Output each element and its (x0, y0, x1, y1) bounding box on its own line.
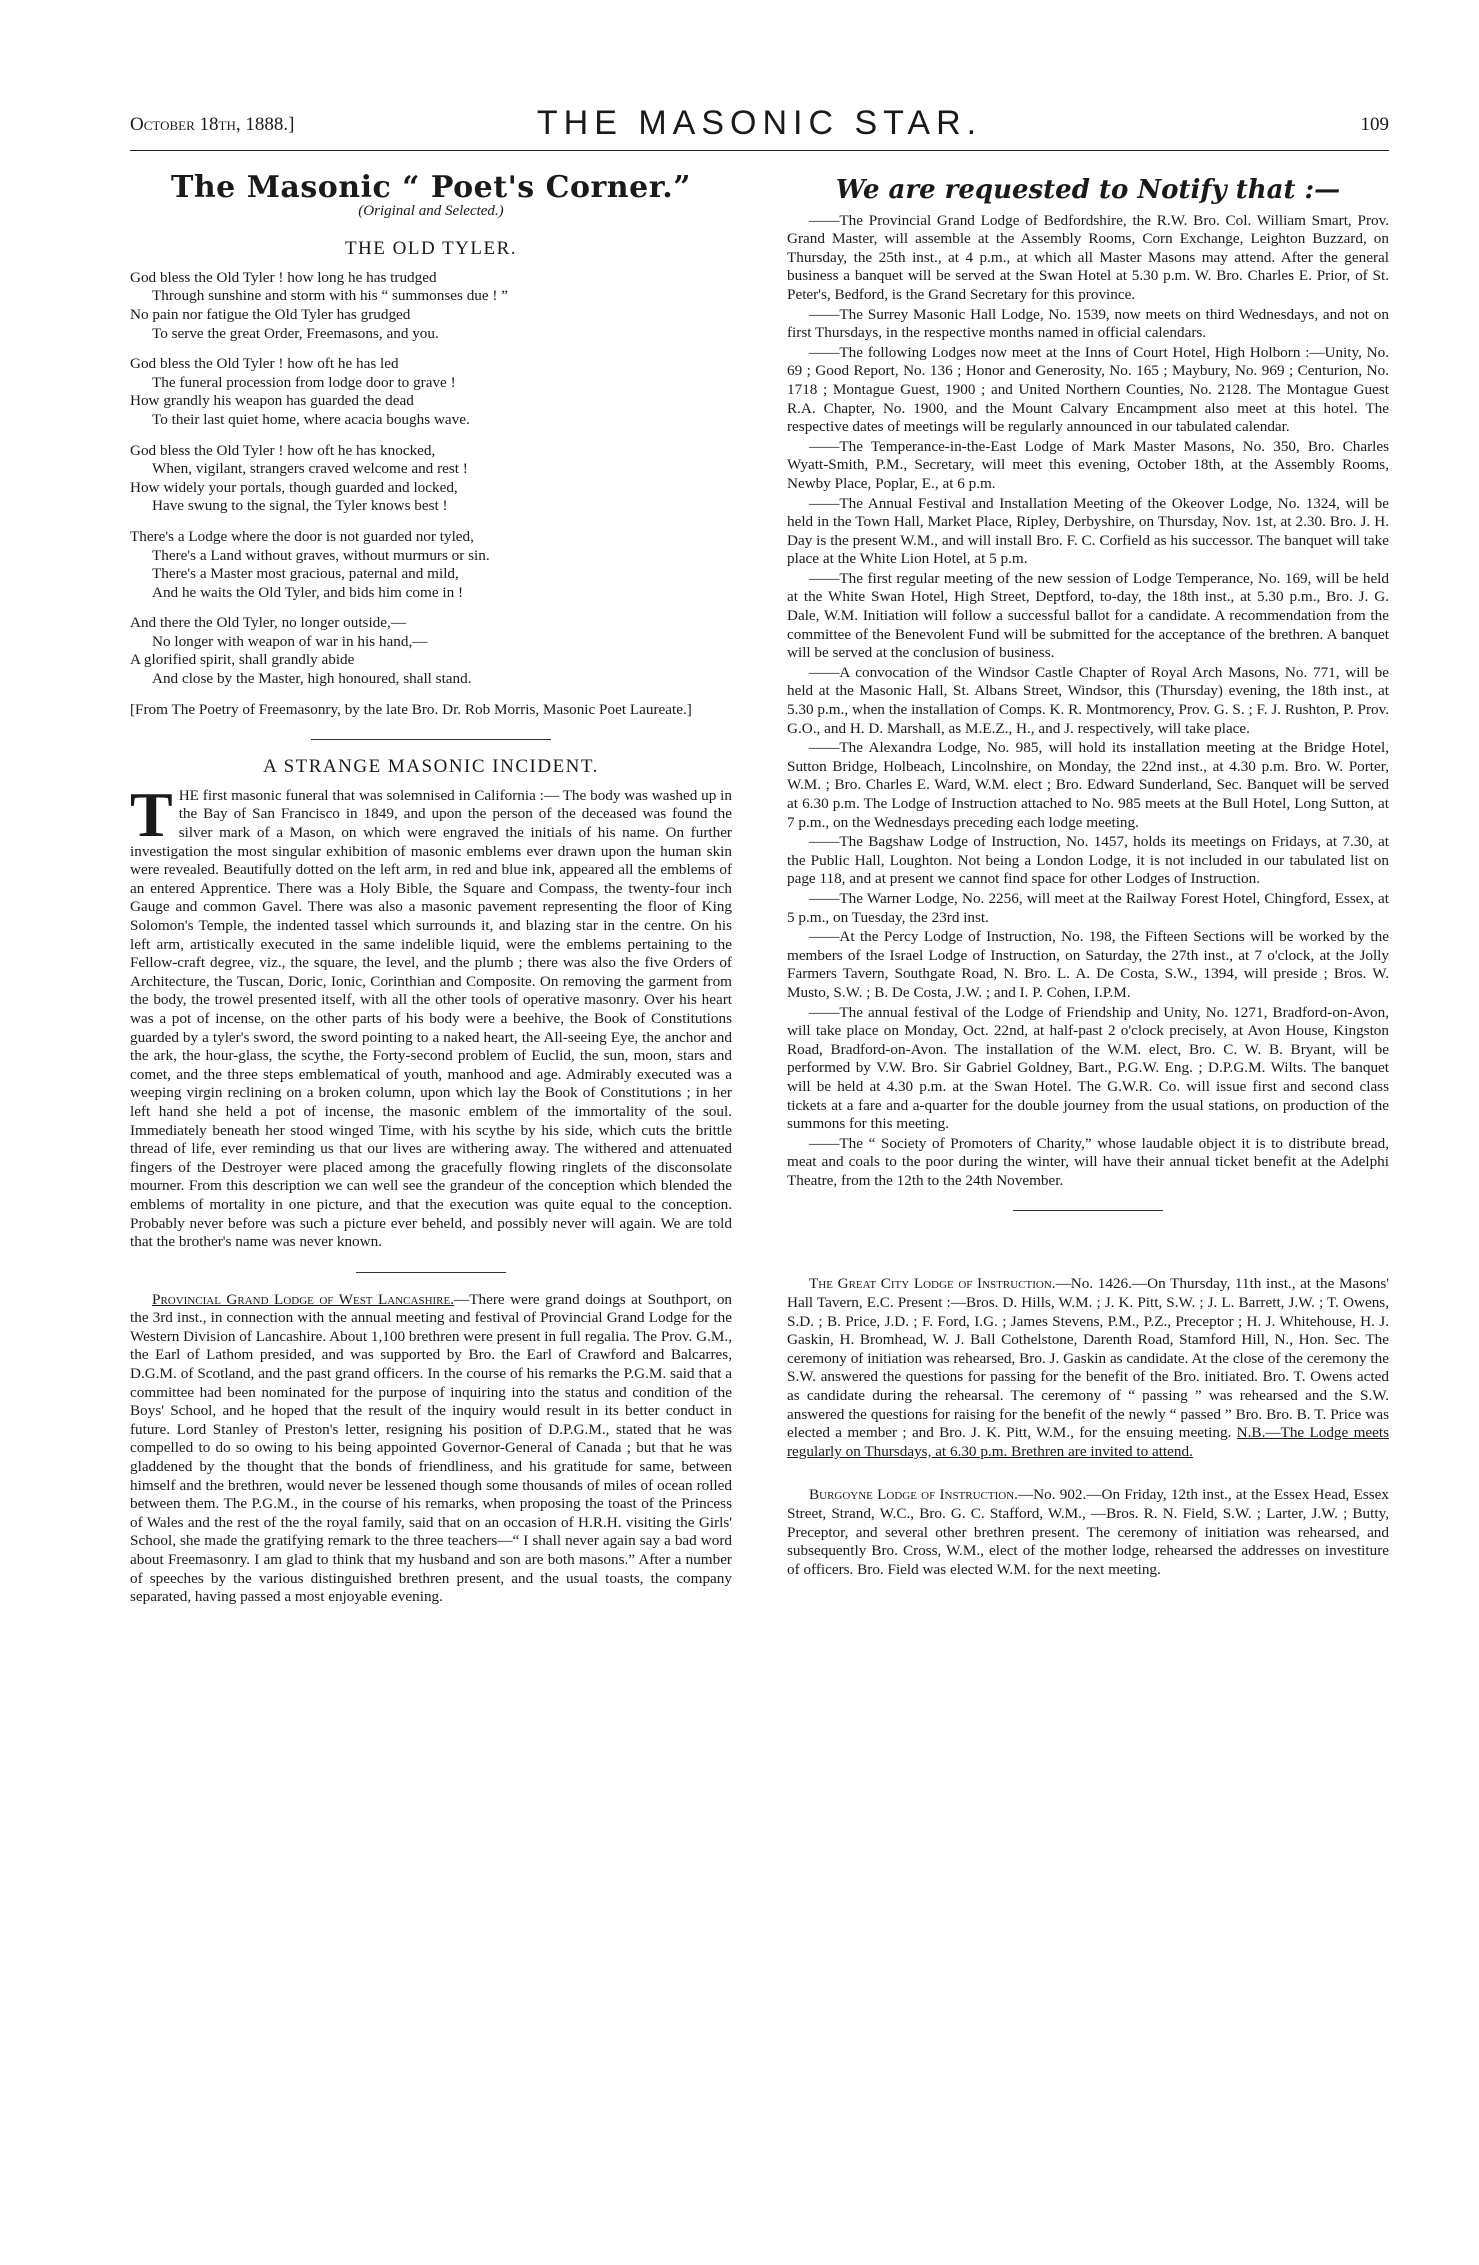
poem-stanza (130, 442, 732, 516)
notice-item: —— The Temperance-in-the-East Lodge of Mark Master Masons, No. 350, Bro. Charles Wyatt-Smith, P.M., Secretary, will meet this evening, October 18th, at the Assembly Rooms, Newby Place, Poplar, E., at 6 p.m. (787, 438, 1389, 494)
great-city-lodge-report (787, 1275, 1389, 1461)
newspaper-title: THE MASONIC STAR. (536, 104, 983, 142)
article-body (130, 778, 732, 1252)
poem-line: How widely your portals, though guarded and locked, (130, 478, 458, 496)
pgl-report (130, 1291, 732, 1607)
poem-line: God bless the Old Tyler ! how oft he has knocked, (130, 441, 436, 459)
notice-item: —— The Surrey Masonic Hall Lodge, No. 1539, now meets on third Wednesdays, and not on first Thursdays, in the respective months named in official calendars. (787, 306, 1389, 343)
poem-line: How grandly his weapon has guarded the dead (130, 392, 414, 410)
poem-line: God bless the Old Tyler ! how long he has trudged (130, 268, 437, 286)
notice-item: —— The “ Society of Promoters of Charity,” whose laudable object it is to distribute bread, meat and coals to the poor during the winter, will have their annual ticket benefit at the Adelphi Theatre, from the 12th to the 24th November. (787, 1135, 1389, 1191)
poem-stanza (130, 614, 732, 688)
poem-line: Through sunshine and storm with his “ summonses due ! ” (152, 287, 509, 305)
poem-line: There's a Lodge where the door is not guarded nor tyled, (130, 527, 474, 545)
poem-attribution: [From The Poetry of Freemasonry, by the late Bro. Dr. Rob Morris, Masonic Poet Laureate.] (130, 700, 692, 718)
poem-line: No longer with weapon of war in his hand,— (152, 632, 428, 650)
poem-line: To their last quiet home, where acacia boughs wave. (152, 410, 470, 428)
great-city-lodge-title: The Great City Lodge of Instruction. (809, 1275, 1056, 1293)
pgl-report-title: Provincial Grand Lodge of West Lancashire. (152, 1290, 455, 1308)
poem-line: And there the Old Tyler, no longer outside,— (130, 614, 407, 632)
notice-item: —— The Annual Festival and Installation Meeting of the Okeover Lodge, No. 1324, will be held in the Town Hall, Market Place, Ripley, Derbyshire, on Thursday, Nov. 1st, at 2.30. Bro. J. H. Day is the present W.M., and will install Bro. F. C. Corfield as his successor. The banquet will take place at the White Lion Hotel, at 5 p.m. (787, 495, 1389, 569)
poem-line: Have swung to the signal, the Tyler knows best ! (152, 497, 448, 515)
poem-title: THE OLD TYLER. (344, 238, 518, 260)
poem-line: When, vigilant, strangers craved welcome and rest ! (152, 460, 468, 478)
notice-item: —— A convocation of the Windsor Castle Chapter of Royal Arch Masons, No. 771, will be held at the Masonic Hall, St. Albans Street, Windsor, this (Thursday) evening, the 18th inst., at 5.30 p.m., when the installation of Comps. K. R. Montmorency, Prov. G. S. ; F. J. Rushton, P. Prov. G.O., and H. D. Marshall, as M.E.Z., H., and J. respectively, will take place. (787, 664, 1389, 738)
notice-item: —— The following Lodges now meet at the Inns of Court Hotel, High Holborn :—Unity, No. 69 ; Good Report, No. 136 ; Honor and Generosity, No. 165 ; Maybury, No. 969 ; Centurion, No. 1718 ; Montague Guest, 1900 ; and United Northern Counties, No. 2128. The Montague Guest R.A. Chapter, No. 1900, and the Mount Calvary Encampment also meet at this hotel. The respective dates of meetings will be regularly announced in our tabulated calendar. (787, 344, 1389, 437)
article-drop-cap: T (130, 778, 173, 850)
poem-line: And he waits the Old Tyler, and bids him come in ! (152, 583, 464, 601)
article-text: HE first masonic funeral that was solemnised in California :— The body was washed up in the Bay of San Francisco in 1849, and upon the person of the deceased was found the silver mark of a Mason, on which were engraved the initials of his name. On further investigation the most singular exhibition of masonic emblems ever drawn upon the human skin were revealed. Beautifully dotted on the left arm, in red and blue ink, appeared all the emblems of an entered Apprentice. There was a Holy Bible, the Square and Compass, the twenty-four inch Gauge and common Gavel. There was also a masonic pavement representing the floor of King Solomon's Temple, the indented tassel which surrounds it, and blazing star in the centre. On his left arm, artistically executed in the same indelible liquid, were the emblems pertaining to the Fellow-craft degree, viz., the square, the level, and the plumb ; there was also the five Orders of Architecture, the Tuscan, Doric, Ionic, Corinthian and Composite. On removing the garment from the body, the trowel presented itself, with all the other tools of operative masonry. Over his heart was a pot of incense, on the other parts of his body were a beehive, the Book of Constitutions guarded by a tyler's sword, the sword pointing to a naked heart, the All-seeing Eye, the anchor and the ark, the hour-glass, the scythe, the Forty-second problem of Euclid, the sun, moon, stars and comet, and the three steps emblematical of youth, manhood and age. Admirably executed was a weeping virgin reclining on a broken column, upon which lay the Book of Constitutions ; in her left hand she held a pot of incense, the masonic emblem of the immortality of the soul. Immediately beneath her stood winged Time, with his scythe by his side, which cuts the brittle thread of life, ever reminding us that our lives are withering away. The withered and attenuated fingers of the Destroyer were placed among the gracefully flowing ringlets of the disconsolate mourner. From this description we can well see the grandeur of the conception which blended the emblems of mortality in one picture, and that the execution was quite equal to the conception. Probably never before was such a picture ever beheld, and possibly never will again. We are told that the brother's name was never known. (130, 786, 732, 1251)
poem-line: God bless the Old Tyler ! how oft he has led (130, 355, 399, 373)
section-divider (356, 1272, 506, 1273)
great-city-lodge-note: N.B.—The Lodge meets regularly on Thursdays, at 6.30 p.m. Brethren are invited to attend. (787, 1424, 1389, 1460)
poets-corner-title: The Masonic “ Poet's Corner.” (171, 170, 691, 205)
poem-line: There's a Land without graves, without murmurs or sin. (152, 546, 490, 564)
poets-corner-subtitle: (Original and Selected.) (358, 202, 504, 219)
poem-line: The funeral procession from lodge door to grave ! (152, 373, 456, 391)
notice-item: —— The Bagshaw Lodge of Instruction, No. 1457, holds its meetings on Fridays, at 7.30, at the Public Hall, Loughton. Not being a London Lodge, it is not included in our tabulated list on page 118, and at present we cannot find space for other Lodges of Instruction. (787, 833, 1389, 889)
poem-line: And close by the Master, high honoured, shall stand. (152, 670, 472, 688)
left-column (130, 170, 733, 1608)
notice-item: —— The Warner Lodge, No. 2256, will meet at the Railway Forest Hotel, Chingford, Essex, at 5 p.m., on Tuesday, the 23rd inst. (787, 890, 1389, 927)
pgl-report-text: —There were grand doings at Southport, on the 3rd inst., in connection with the annual meeting and festival of Provincial Grand Lodge for the Western Division of Lancashire. About 1,100 brethren were present in full regalia. The Prov. G.M., the Earl of Lathom presided, and was supported by Bro. the Earl of Crawford and Balcarres, D.G.M. of Scotland, and the past grand officers. In the course of his remarks the P.G.M. said that a committee had been nominated for the purpose of inquiring into the status and condition of the Boys' School, and he hoped that the result of the inquiry would result in its better conduct in future. Lord Stanley of Preston's letter, resigning his position of D.P.G.M., stated that he was compelled to do so owing to his being appointed Governor-General of Canada ; but that he was gladdened by the thought that the bonds of friendliness, and his gratitude for same, between himself and the brethren, would never be lessened though some thousands of miles of ocean rolled between them. The P.G.M., in the course of his remarks, when proposing the toast of the Princess of Wales and the rest of the the royal family, said that on an occasion of H.R.H. visiting the Girls' School, she made the gratifying remark to the three teachers—“ I shall never again say a bad word about Freemasonry. I am glad to think that my husband and son are both masons.” After a number of speeches by the various distinguished brethren present, and the usual toasts, the company separated, having passed a most enjoyable evening. (130, 1290, 733, 1606)
poem-stanza (130, 355, 732, 429)
poem-stanza (130, 269, 732, 343)
masthead (130, 90, 1389, 151)
page-number: 109 (1360, 114, 1389, 135)
burgoyne-lodge-text: —No. 902.—On Friday, 12th inst., at the Essex Head, Essex Street, Strand, W.C., Bro. G. C. Stafford, W.M., —Bros. R. N. Field, S.W. ; Larter, J.W. ; Butty, Preceptor, and several other brethren present. The ceremony of initiation was rehearsed, and subsequently Bro. Cross, W.M., elect of the mother lodge, rehearsed the addresses on investiture of officers. Bro. Field was elected W.M. for the next meeting. (787, 1486, 1389, 1578)
notice-item: —— The first regular meeting of the new session of Lodge Temperance, No. 169, will be held at the White Swan Hotel, High Street, Deptford, to-day, the 18th inst., at 5.30 p.m., Bro. J. G. Dale, W.M. Initiation will follow a successful ballot for a candidate. A recommendation from the committee of the Benevolent Fund will be submitted for the acceptance of the brethren. A banquet will be served at the conclusion of business. (787, 570, 1389, 663)
poem-line: There's a Master most gracious, paternal and mild, (152, 565, 459, 583)
notice-item: —— The Alexandra Lodge, No. 985, will hold its installation meeting at the Bridge Hotel, Sutton Bridge, Holbeach, Lincolnshire, on Monday, the 22nd inst., at 4.30 p.m. Bro. W. Porter, W.M. ; Bro. Charles E. Ward, W.M. elect ; Bro. Edward Sunderland, Sec. Banquet will be served at 6.30 p.m. The Lodge of Instruction attached to No. 985 meets at the Bull Hotel, Long Sutton, at 7 p.m., on the Wednesdays preceding each lodge meeting. (787, 739, 1389, 832)
notice-item: —— The Provincial Grand Lodge of Bedfordshire, the R.W. Bro. Col. William Smart, Prov. Grand Master, will assemble at the Assembly Rooms, Corn Exchange, Leighton Buzzard, on Thursday, the 25th inst., at 4 p.m., at which all Master Masons may attend. After the general business a banquet will be served at the Swan Hotel at 5.30 p.m. W. Bro. Charles E. Prior, of St. Peter's, Bedford, is the Grand Secretary for this province. (787, 212, 1389, 305)
burgoyne-lodge-report (787, 1486, 1389, 1579)
right-column (787, 173, 1389, 1608)
notices-title: We are requested to Notify that :— (835, 175, 1341, 205)
great-city-lodge-text: —No. 1426.—On Thursday, 11th inst., at the Masons' Hall Tavern, E.C. Present :—Bros. D. Hills, W.M. ; J. K. Pitt, S.W. ; J. L. Barrett, J.W. ; T. Owens, S.D. ; B. Price, J.D. ; F. Ford, I.G. ; James Stevens, P.M., P.Z., Preceptor ; H. J. Whitehouse, H. J. Gaskin, H. Bromhead, W. J. Ball Cothelstone, Darenth Road, Stamford Hill, N., Hon. Sec. The ceremony of initiation was rehearsed, Bro. J. Gaskin as candidate. At the close of the ceremony the S.W. answered the questions for passing for the benefit of the Bro. initiated. Bro. T. Owens acted as candidate during the rehearsal. The ceremony of “ passing ” was rehearsed and the S.W. answered the questions for raising for the benefit of the newly “ passed ” Bro. Bro. B. T. Price was elected a member ; and Bro. J. K. Pitt, W.M., for the ensuing meeting. (787, 1275, 1389, 1442)
poem-stanza (130, 528, 732, 602)
columns (130, 170, 1389, 1608)
poem (130, 269, 732, 719)
section-divider (311, 739, 551, 740)
poem-line: A glorified spirit, shall grandly abide (130, 651, 355, 669)
notice-item: —— The annual festival of the Lodge of Friendship and Unity, No. 1271, Bradford-on-Avon, will take place on Monday, Oct. 22nd, at half-past 2 o'clock precisely, at Avon House, Kingston Road, Bradford-on-Avon. The installation of the W.M. elect, Bro. C. W. B. Bryant, will be performed by V.W. Bro. Sir Gabriel Goldney, Bart., P.G.W. Eng. ; D.P.G.M. Wilts. The banquet will be held at 4.30 p.m. at the Swan Hotel. The G.W.R. Co. will issue first and second class tickets at a fare and a-quarter for the double journey from the usual stations, on production of the summons for this meeting. (787, 1004, 1389, 1134)
article-title: A STRANGE MASONIC INCIDENT. (263, 756, 599, 778)
burgoyne-lodge-title: Burgoyne Lodge of Instruction. (809, 1486, 1018, 1504)
poem-line: No pain nor fatigue the Old Tyler has grudged (130, 305, 411, 323)
poem-line: To serve the great Order, Freemasons, and you. (152, 324, 439, 342)
notice-item: —— At the Percy Lodge of Instruction, No. 198, the Fifteen Sections will be worked by the members of the Israel Lodge of Instruction, on Saturday, the 27th inst., at 7 o'clock, at the Jolly Farmers Tavern, Southgate Road, N. Bro. L. A. De Costa, S.W., 1394, will preside ; Bros. W. Musto, S.W. ; B. De Costa, J.W. ; and I. P. Cohen, I.P.M. (787, 928, 1389, 1002)
section-divider (1013, 1210, 1163, 1211)
issue-date: October 18th, 1888.] (130, 114, 295, 135)
